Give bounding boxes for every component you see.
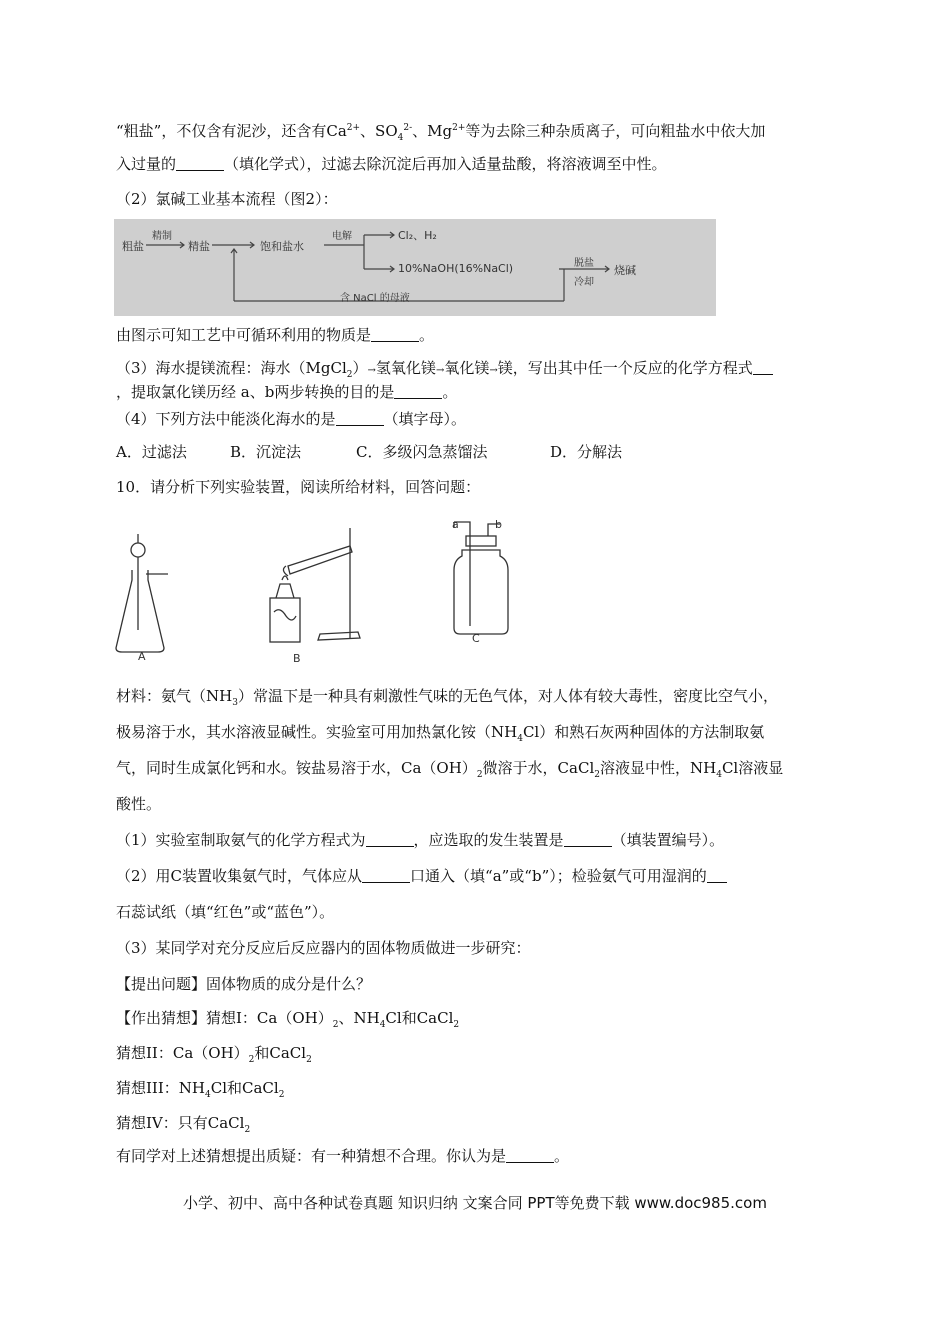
chlor-alkali-flow-diagram [114, 219, 716, 316]
answer-blank[interactable] [336, 411, 384, 426]
text-line: 猜想II：$Ca(OH)_2$和CaCl$_2$ [116, 1044, 312, 1065]
text-line: （3）某同学对充分反应后反应器内的固体物质做进一步研究： [116, 939, 531, 957]
option-b: B．沉淀法 [230, 443, 302, 461]
apparatus-c-label: C [472, 632, 480, 645]
page-footer: 小学、初中、高中各种试卷真题 知识归纳 文案合同 PPT等免费下载 www.doc985.com [183, 1194, 767, 1212]
text-line: 酸性。 [116, 795, 162, 813]
text-line: 材料：氨气$(NH_3)$常温下是一种具有刺激性气味的无色气体，对人体有较大毒性，密度比空气小， [116, 687, 778, 708]
text-line: 石蕊试纸（填“红色”或“蓝色”）。 [116, 903, 335, 921]
apparatus-a-label: A [138, 650, 146, 663]
flow-label: 粗盐 [122, 240, 144, 253]
apparatus-c-port-a: a [452, 518, 459, 531]
flow-label: 10%NaOH(16%NaCl) [398, 262, 514, 275]
flow-label: 冷却 [574, 277, 594, 288]
text-line: 猜想III：$NH_4Cl$和CaCl$_2$ [116, 1079, 285, 1100]
flow-label: 精盐 [188, 240, 210, 253]
answer-blank[interactable] [366, 832, 414, 847]
text-line: “粗盐”，不仅含有泥沙，还含有$Ca^{2+}$、$SO_4^{2-}$、$Mg^{2+}$等为去除三种杂质离子，可向粗盐水中依大加 [116, 122, 766, 143]
flow-label: Cl₂、H₂ [398, 229, 437, 242]
text-line: 有同学对上述猜想提出质疑：有一种猜想不合理。你认为是 。 [116, 1147, 570, 1165]
text-line: （1）实验室制取氨气的化学方程式为 ，应选取的发生装置是 （填装置编号）。 [116, 831, 725, 849]
text-line: 极易溶于水，其水溶液显碱性。实验室可用加热氯化铵$(NH_4Cl)$和熟石灰两种固体的方法制取氨 [116, 723, 765, 744]
apparatus-b-heating-setup [258, 520, 368, 668]
flow-label: 脱盐 [574, 258, 594, 269]
text-line: 【提出问题】固体物质的成分是什么？ [116, 975, 372, 993]
text-line: ，提取氯化镁历经 a、b两步转换的目的是 。 [116, 383, 458, 401]
apparatus-c-gas-bottle [440, 516, 520, 664]
text-line: 【作出猜想】猜想I：$Ca(OH)_2$、$NH_4Cl$和CaCl$_2$ [116, 1009, 460, 1030]
flow-label: 饱和盐水 [260, 240, 304, 253]
answer-blank[interactable] [394, 384, 442, 399]
answer-blank[interactable] [506, 1148, 554, 1163]
flow-label: 含 NaCl 的母液 [340, 293, 410, 304]
text-line: （2）用C装置收集氨气时，气体应从 口通入（填“a”或“b”）；检验氨气可用湿润的 [116, 866, 727, 886]
answer-blank[interactable] [707, 868, 727, 883]
flow-label: 精制 [152, 231, 172, 242]
flow-label: 烧碱 [614, 264, 636, 277]
question-10-title: 10．请分析下列实验装置，阅读所给材料，回答问题： [116, 478, 481, 496]
text-line: （4）下列方法中能淡化海水的是 （填字母）。 [116, 410, 467, 428]
text-line: 猜想IV：只有CaCl$_2$ [116, 1114, 251, 1135]
answer-blank[interactable] [362, 868, 410, 883]
text-line: 由图示可知工艺中可循环利用的物质是 。 [116, 326, 435, 344]
text-line: 气，同时生成氯化钙和水。铵盐易溶于水，$Ca(OH)_2$微溶于水，CaCl$_2$溶液显中性，$NH_4Cl$溶液显 [116, 759, 784, 780]
answer-blank[interactable] [176, 156, 224, 171]
flow-label: 电解 [332, 231, 352, 242]
answer-blank[interactable] [371, 327, 419, 342]
question-2-title: （2）氯碱工业基本流程（图2）： [116, 190, 338, 208]
apparatus-b-label: B [293, 652, 301, 665]
option-a: A．过滤法 [116, 443, 187, 461]
apparatus-a-flask [112, 520, 192, 668]
apparatus-c-port-b: b [495, 518, 502, 531]
answer-blank[interactable] [564, 832, 612, 847]
text-line: 入过量的 （填化学式），过滤去除沉淀后再加入适量盐酸，将溶液调至中性。 [116, 155, 667, 173]
option-d: D．分解法 [550, 443, 623, 461]
text-line: （3）海水提镁流程：海水（MgCl$_2$）→氢氧化镁→氧化镁→镁，写出其中任一个反应的化学方程式 [116, 358, 773, 385]
option-c: C．多级闪急蒸馏法 [356, 443, 488, 461]
answer-blank[interactable] [753, 360, 773, 375]
